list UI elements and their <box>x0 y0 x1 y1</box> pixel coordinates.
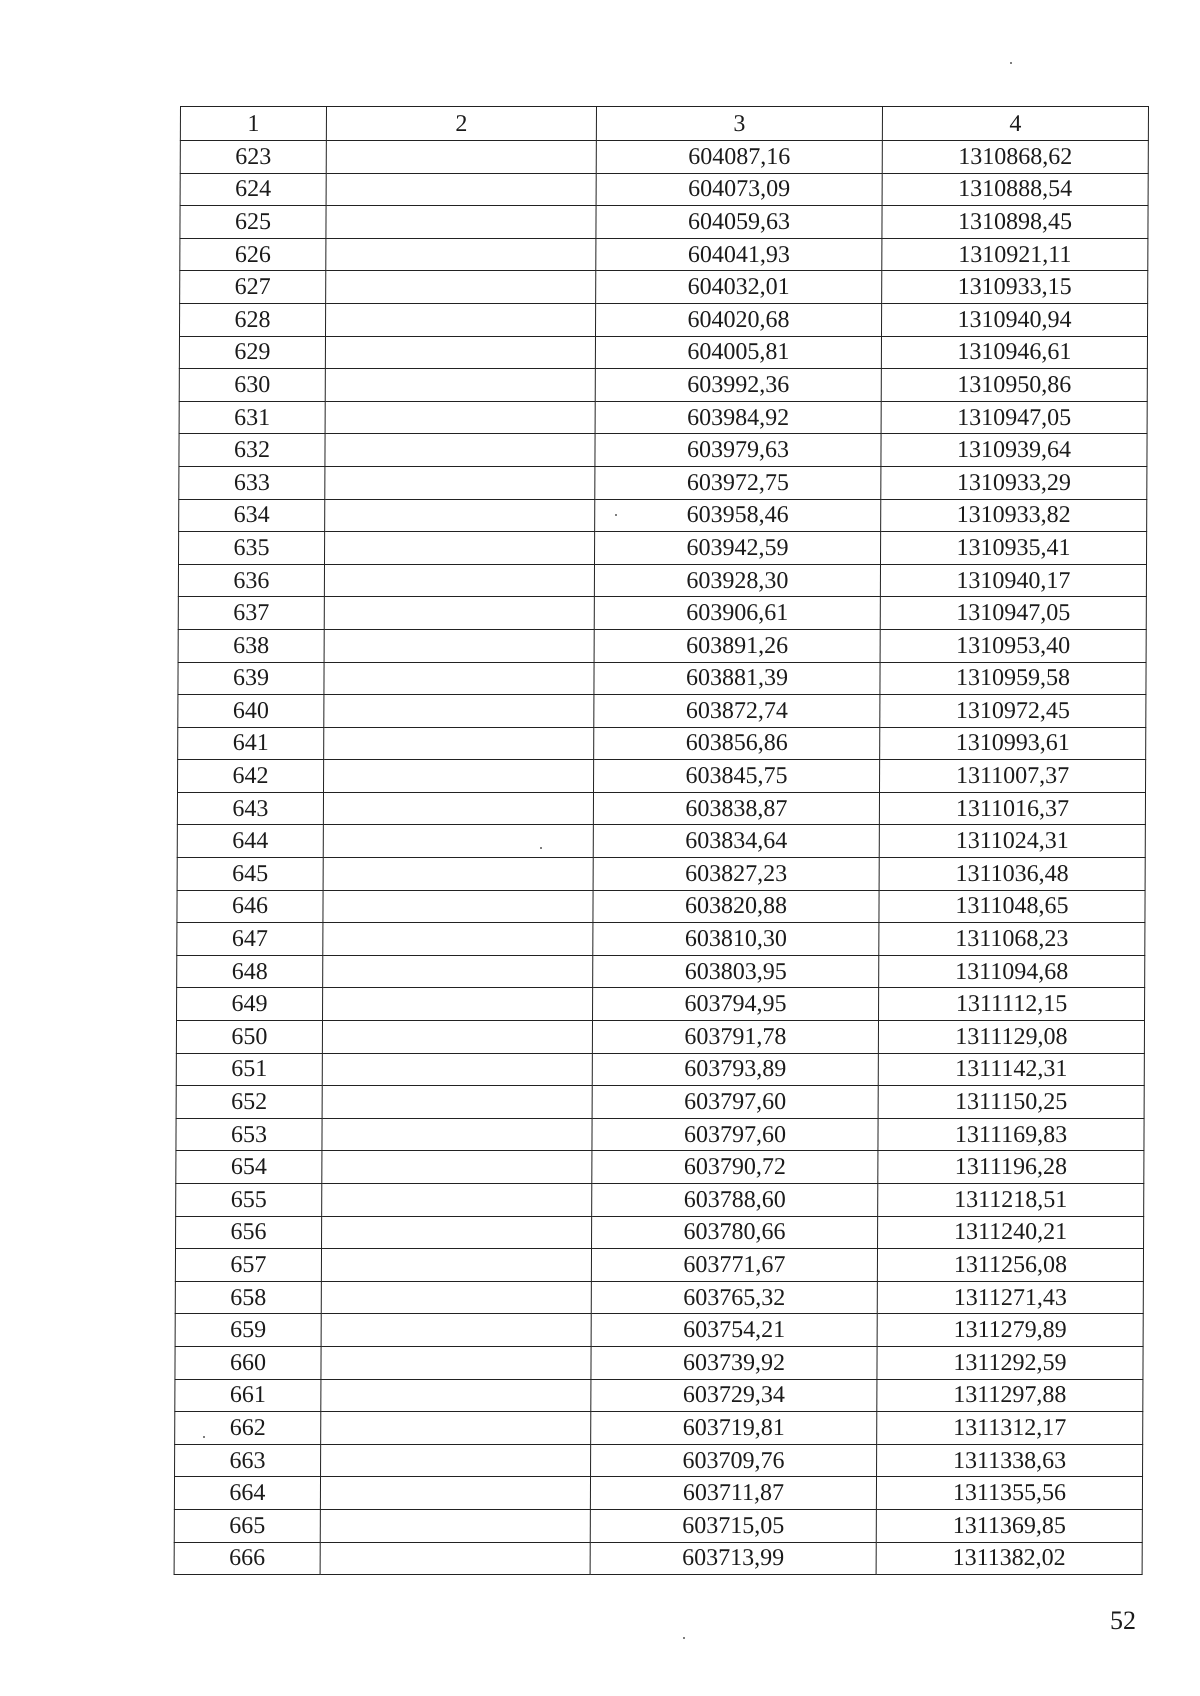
table-row <box>177 858 1145 891</box>
coordinate-y-cell: 1311312,17 <box>877 1412 1143 1445</box>
coordinate-y-cell: 1310935,41 <box>881 532 1147 565</box>
table-row <box>177 988 1145 1021</box>
point-number-cell: 631 <box>179 401 325 434</box>
point-number-cell: 640 <box>178 695 324 728</box>
coordinate-x-cell: 604087,16 <box>596 141 882 174</box>
table-row <box>179 303 1147 336</box>
column-2-cell <box>321 1412 591 1445</box>
point-number-cell: 627 <box>180 271 326 304</box>
column-2-cell <box>325 401 595 434</box>
coordinate-x-cell: 603794,95 <box>593 988 879 1021</box>
column-2-cell <box>324 564 594 597</box>
coordinate-x-cell: 603790,72 <box>592 1151 878 1184</box>
coordinate-x-cell: 604020,68 <box>595 303 881 336</box>
column-2-cell <box>321 1379 591 1412</box>
column-2-cell <box>324 760 594 793</box>
coordinate-x-cell: 603791,78 <box>592 1021 878 1054</box>
coordinate-y-cell: 1310933,82 <box>881 499 1147 532</box>
coordinate-y-cell: 1310947,05 <box>880 597 1146 630</box>
coordinate-x-cell: 603928,30 <box>594 564 880 597</box>
coordinate-y-cell: 1311024,31 <box>879 825 1145 858</box>
coordinate-y-cell: 1311240,21 <box>878 1216 1144 1249</box>
table-row <box>175 1281 1143 1314</box>
column-2-cell <box>321 1444 591 1477</box>
coordinate-x-cell: 603845,75 <box>594 760 880 793</box>
coordinate-y-cell: 1310947,05 <box>881 401 1147 434</box>
coordinate-x-cell: 603972,75 <box>595 466 881 499</box>
column-2-cell <box>323 955 593 988</box>
table-row <box>174 1509 1142 1542</box>
table-row <box>177 923 1145 956</box>
column-2-cell <box>326 238 596 271</box>
table-row <box>175 1314 1143 1347</box>
coordinate-x-cell: 604059,63 <box>596 206 882 239</box>
point-number-cell: 663 <box>175 1444 321 1477</box>
point-number-cell: 637 <box>178 597 324 630</box>
coordinate-x-cell: 603820,88 <box>593 890 879 923</box>
coordinate-x-cell: 603803,95 <box>593 955 879 988</box>
table-row <box>180 173 1148 206</box>
table-row <box>176 1184 1144 1217</box>
column-2-cell <box>325 532 595 565</box>
table-row <box>175 1412 1143 1445</box>
coordinate-y-cell: 1311016,37 <box>879 792 1145 825</box>
coordinate-x-cell: 603797,60 <box>592 1086 878 1119</box>
point-number-cell: 634 <box>179 499 325 532</box>
column-2-cell <box>320 1477 590 1510</box>
column-2-cell <box>322 1053 592 1086</box>
column-2-cell <box>320 1542 590 1575</box>
column-2-cell <box>322 1216 592 1249</box>
coordinate-x-cell: 603788,60 <box>592 1184 878 1217</box>
column-2-cell <box>321 1346 591 1379</box>
coordinate-x-cell: 603797,60 <box>592 1118 878 1151</box>
column-2-cell <box>324 727 594 760</box>
coordinate-x-cell: 603984,92 <box>595 401 881 434</box>
table-row <box>177 955 1145 988</box>
coordinate-x-cell: 603771,67 <box>591 1249 877 1282</box>
coordinate-y-cell: 1310933,29 <box>881 466 1147 499</box>
coordinate-y-cell: 1310946,61 <box>881 336 1147 369</box>
column-2-cell <box>322 1184 592 1217</box>
column-2-cell <box>323 825 593 858</box>
coordinate-y-cell: 1311369,85 <box>876 1509 1142 1542</box>
column-header-4: 4 <box>882 107 1148 141</box>
table-row <box>176 1021 1144 1054</box>
coordinate-y-cell: 1310888,54 <box>882 173 1148 206</box>
table-row <box>174 1542 1142 1575</box>
point-number-cell: 664 <box>174 1477 320 1510</box>
column-2-cell <box>323 890 593 923</box>
coordinate-y-cell: 1310921,11 <box>882 238 1148 271</box>
column-2-cell <box>324 662 594 695</box>
table-row <box>178 760 1146 793</box>
coordinate-y-cell: 1310898,45 <box>882 206 1148 239</box>
point-number-cell: 654 <box>176 1151 322 1184</box>
coordinate-x-cell: 603810,30 <box>593 923 879 956</box>
coordinate-x-cell: 603992,36 <box>595 369 881 402</box>
table-row <box>179 499 1147 532</box>
coordinate-x-cell: 603838,87 <box>593 792 879 825</box>
coordinate-y-cell: 1310959,58 <box>880 662 1146 695</box>
coordinate-x-cell: 603780,66 <box>592 1216 878 1249</box>
coordinate-y-cell: 1310953,40 <box>880 629 1146 662</box>
coordinate-y-cell: 1311169,83 <box>878 1118 1144 1151</box>
point-number-cell: 638 <box>178 629 324 662</box>
point-number-cell: 650 <box>176 1021 322 1054</box>
coordinate-y-cell: 1311112,15 <box>879 988 1145 1021</box>
coordinate-x-cell: 603719,81 <box>591 1412 877 1445</box>
table-row <box>178 662 1146 695</box>
column-2-cell <box>325 336 595 369</box>
point-number-cell: 658 <box>175 1281 321 1314</box>
coordinate-x-cell: 603827,23 <box>593 858 879 891</box>
column-2-cell <box>321 1249 591 1282</box>
point-number-cell: 648 <box>177 955 323 988</box>
coordinate-x-cell: 603765,32 <box>591 1281 877 1314</box>
table-row <box>176 1151 1144 1184</box>
coordinate-x-cell: 603979,63 <box>595 434 881 467</box>
table-row <box>176 1086 1144 1119</box>
table-row <box>175 1379 1143 1412</box>
table-row <box>179 336 1147 369</box>
coordinate-y-cell: 1310972,45 <box>880 695 1146 728</box>
point-number-cell: 647 <box>177 923 323 956</box>
table-row <box>178 564 1146 597</box>
point-number-cell: 653 <box>176 1118 322 1151</box>
column-header-2: 2 <box>326 107 596 141</box>
point-number-cell: 662 <box>175 1412 321 1445</box>
coordinate-y-cell: 1311048,65 <box>879 890 1145 923</box>
coordinate-x-cell: 603739,92 <box>591 1346 877 1379</box>
column-2-cell <box>325 499 595 532</box>
table-row <box>175 1444 1143 1477</box>
column-2-cell <box>323 792 593 825</box>
column-2-cell <box>324 695 594 728</box>
table-row <box>179 466 1147 499</box>
column-2-cell <box>323 923 593 956</box>
coordinate-x-cell: 604005,81 <box>595 336 881 369</box>
point-number-cell: 636 <box>178 564 324 597</box>
column-2-cell <box>322 1086 592 1119</box>
table-row <box>178 695 1146 728</box>
coordinate-y-cell: 1311271,43 <box>877 1281 1143 1314</box>
table-body <box>174 141 1148 1575</box>
table-row <box>180 141 1148 174</box>
point-number-cell: 661 <box>175 1379 321 1412</box>
column-2-cell <box>324 629 594 662</box>
table-row <box>175 1249 1143 1282</box>
coordinate-y-cell: 1311355,56 <box>876 1477 1142 1510</box>
column-2-cell <box>324 597 594 630</box>
table-row <box>180 271 1148 304</box>
coordinate-y-cell: 1311036,48 <box>879 858 1145 891</box>
scan-speck <box>540 847 542 849</box>
point-number-cell: 639 <box>178 662 324 695</box>
scan-speck <box>203 1436 205 1438</box>
coordinate-x-cell: 604041,93 <box>596 238 882 271</box>
column-2-cell <box>325 303 595 336</box>
column-2-cell <box>326 173 596 206</box>
point-number-cell: 626 <box>180 238 326 271</box>
table-row <box>180 206 1148 239</box>
column-2-cell <box>322 1151 592 1184</box>
column-2-cell <box>326 271 596 304</box>
coordinates-table <box>174 106 1149 1575</box>
coordinate-y-cell: 1311068,23 <box>879 923 1145 956</box>
point-number-cell: 649 <box>177 988 323 1021</box>
table-row <box>176 1118 1144 1151</box>
coordinate-x-cell: 603891,26 <box>594 629 880 662</box>
coordinate-y-cell: 1311279,89 <box>877 1314 1143 1347</box>
coordinate-y-cell: 1311338,63 <box>877 1444 1143 1477</box>
coordinate-x-cell: 603715,05 <box>590 1509 876 1542</box>
point-number-cell: 656 <box>176 1216 322 1249</box>
point-number-cell: 659 <box>175 1314 321 1347</box>
column-2-cell <box>325 466 595 499</box>
point-number-cell: 642 <box>178 760 324 793</box>
coordinate-x-cell: 603958,46 <box>595 499 881 532</box>
column-header-3: 3 <box>596 107 882 141</box>
point-number-cell: 660 <box>175 1346 321 1379</box>
coordinate-x-cell: 604073,09 <box>596 173 882 206</box>
point-number-cell: 629 <box>179 336 325 369</box>
table-row <box>174 1477 1142 1510</box>
point-number-cell: 644 <box>177 825 323 858</box>
column-2-cell <box>321 1281 591 1314</box>
coordinate-x-cell: 603856,86 <box>594 727 880 760</box>
point-number-cell: 645 <box>177 858 323 891</box>
column-2-cell <box>326 206 596 239</box>
coordinate-x-cell: 603709,76 <box>591 1444 877 1477</box>
page-number: 52 <box>1110 1606 1136 1635</box>
point-number-cell: 666 <box>174 1542 320 1575</box>
table-row <box>175 1346 1143 1379</box>
coordinate-x-cell: 603754,21 <box>591 1314 877 1347</box>
coordinate-y-cell: 1311142,31 <box>878 1053 1144 1086</box>
coordinate-y-cell: 1310950,86 <box>881 369 1147 402</box>
column-2-cell <box>322 1118 592 1151</box>
table-row <box>178 727 1146 760</box>
point-number-cell: 623 <box>180 141 326 174</box>
point-number-cell: 633 <box>179 466 325 499</box>
scan-speck <box>683 1637 685 1639</box>
column-2-cell <box>326 141 596 174</box>
coordinate-x-cell: 603834,64 <box>593 825 879 858</box>
table-row <box>179 434 1147 467</box>
point-number-cell: 643 <box>177 792 323 825</box>
coordinate-x-cell: 603881,39 <box>594 662 880 695</box>
coordinate-y-cell: 1311150,25 <box>878 1086 1144 1119</box>
coordinate-y-cell: 1311129,08 <box>878 1021 1144 1054</box>
column-2-cell <box>320 1509 590 1542</box>
point-number-cell: 646 <box>177 890 323 923</box>
point-number-cell: 665 <box>174 1509 320 1542</box>
table-row <box>177 890 1145 923</box>
column-2-cell <box>325 369 595 402</box>
table-row <box>177 792 1145 825</box>
column-header-1: 1 <box>180 107 326 141</box>
point-number-cell: 632 <box>179 434 325 467</box>
point-number-cell: 625 <box>180 206 326 239</box>
coordinate-x-cell: 603906,61 <box>594 597 880 630</box>
column-2-cell <box>323 858 593 891</box>
point-number-cell: 652 <box>176 1086 322 1119</box>
coordinate-y-cell: 1311094,68 <box>879 955 1145 988</box>
point-number-cell: 651 <box>176 1053 322 1086</box>
coordinate-y-cell: 1311292,59 <box>877 1346 1143 1379</box>
point-number-cell: 655 <box>176 1184 322 1217</box>
table-row <box>177 825 1145 858</box>
column-2-cell <box>325 434 595 467</box>
table-row <box>176 1216 1144 1249</box>
coordinate-y-cell: 1310868,62 <box>882 141 1148 174</box>
point-number-cell: 624 <box>180 173 326 206</box>
table-row <box>179 532 1147 565</box>
coordinate-y-cell: 1311382,02 <box>876 1542 1142 1575</box>
coordinate-y-cell: 1310940,94 <box>881 303 1147 336</box>
coordinate-y-cell: 1311218,51 <box>878 1184 1144 1217</box>
coordinate-y-cell: 1311196,28 <box>878 1151 1144 1184</box>
header-row <box>180 107 1148 141</box>
table-row <box>178 629 1146 662</box>
column-2-cell <box>322 1021 592 1054</box>
point-number-cell: 630 <box>179 369 325 402</box>
coordinate-y-cell: 1311007,37 <box>880 760 1146 793</box>
table-row <box>180 238 1148 271</box>
column-2-cell <box>323 988 593 1021</box>
coordinate-x-cell: 603713,99 <box>590 1542 876 1575</box>
point-number-cell: 641 <box>178 727 324 760</box>
table-row <box>179 401 1147 434</box>
scan-speck <box>615 514 617 516</box>
coordinate-y-cell: 1310993,61 <box>880 727 1146 760</box>
coordinate-x-cell: 603711,87 <box>590 1477 876 1510</box>
coordinate-x-cell: 603793,89 <box>592 1053 878 1086</box>
point-number-cell: 628 <box>179 303 325 336</box>
point-number-cell: 657 <box>175 1249 321 1282</box>
table-row <box>178 597 1146 630</box>
scan-speck <box>1010 62 1012 64</box>
coordinate-x-cell: 604032,01 <box>596 271 882 304</box>
coordinate-y-cell: 1311297,88 <box>877 1379 1143 1412</box>
coordinate-x-cell: 603872,74 <box>594 695 880 728</box>
coordinate-y-cell: 1310933,15 <box>882 271 1148 304</box>
table-row <box>179 369 1147 402</box>
table-row <box>176 1053 1144 1086</box>
coordinate-x-cell: 603942,59 <box>595 532 881 565</box>
coordinate-y-cell: 1310939,64 <box>881 434 1147 467</box>
point-number-cell: 635 <box>179 532 325 565</box>
coordinate-y-cell: 1310940,17 <box>880 564 1146 597</box>
coordinate-y-cell: 1311256,08 <box>877 1249 1143 1282</box>
column-2-cell <box>321 1314 591 1347</box>
coordinate-x-cell: 603729,34 <box>591 1379 877 1412</box>
